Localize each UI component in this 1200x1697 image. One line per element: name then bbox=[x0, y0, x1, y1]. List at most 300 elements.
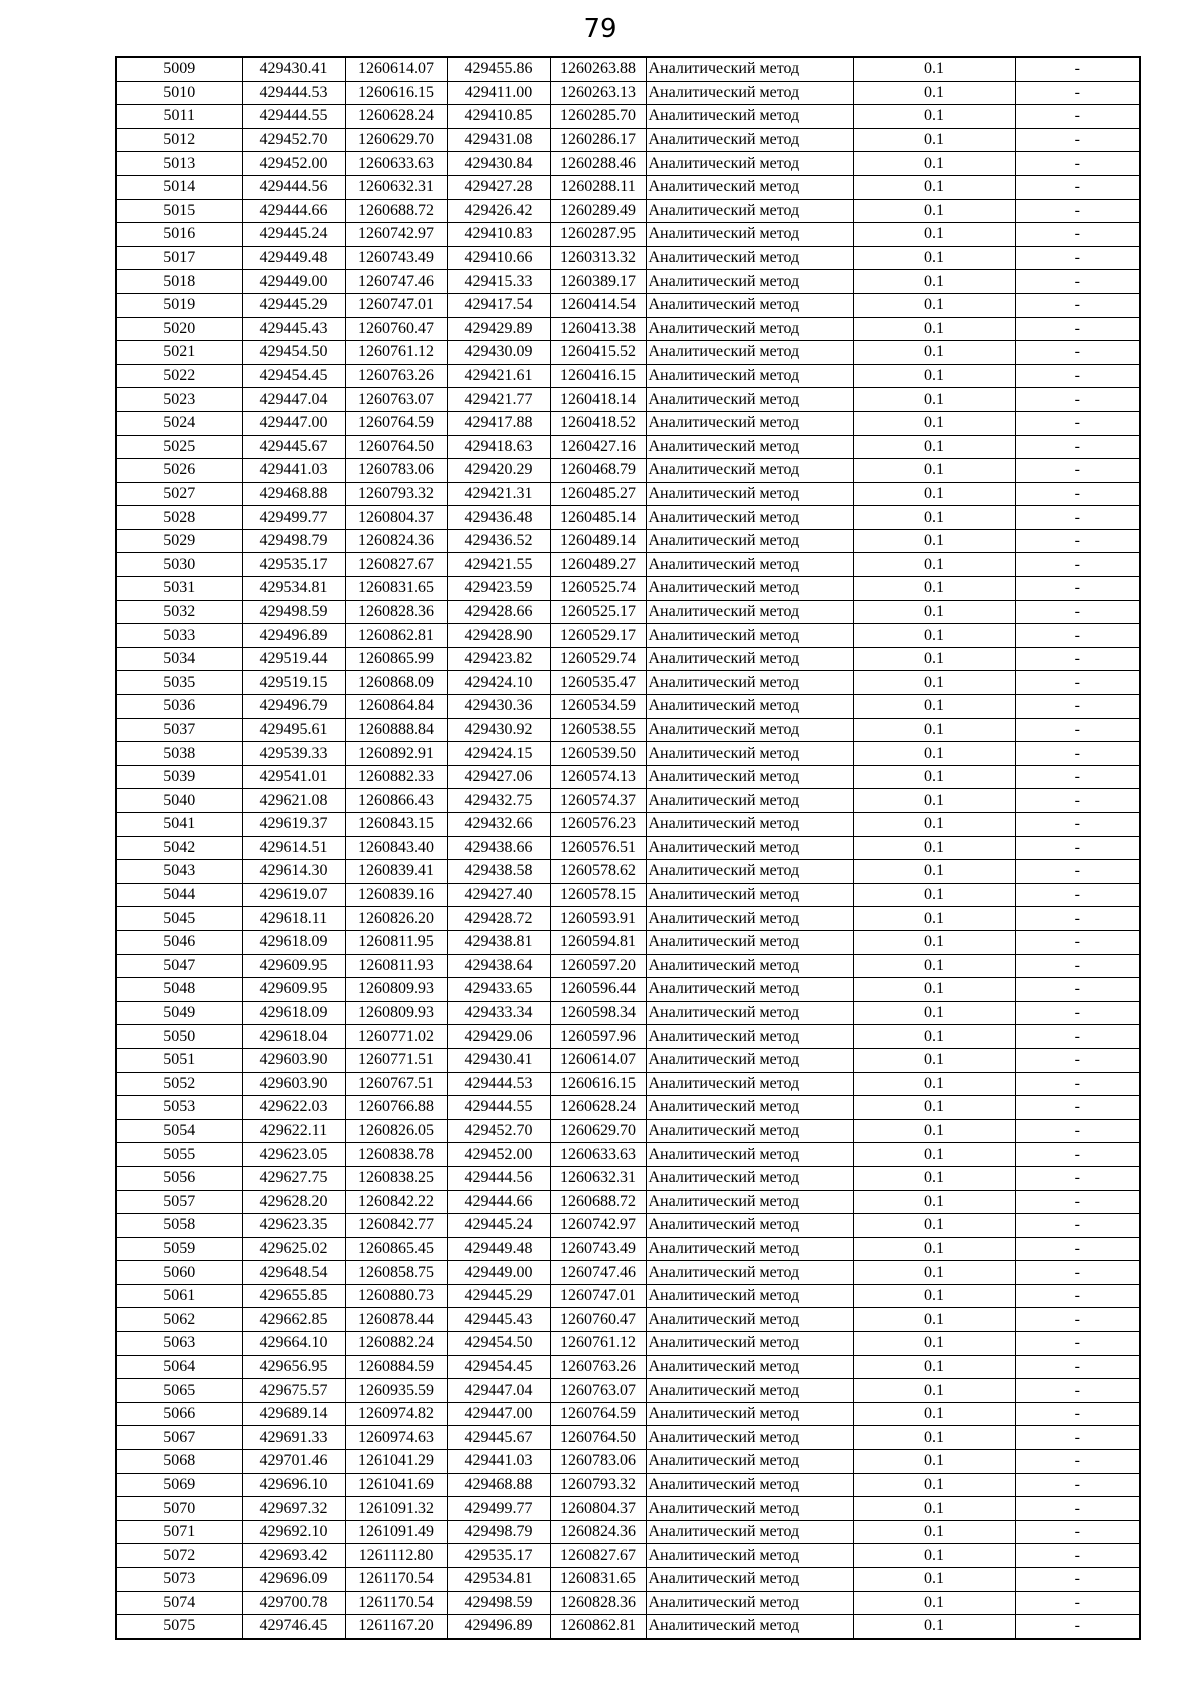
point-number-cell: 5070 bbox=[116, 1497, 242, 1521]
accuracy-cell: 0.1 bbox=[853, 459, 1015, 483]
y2-coordinate-cell: 1260763.26 bbox=[550, 1355, 646, 1379]
y1-coordinate-cell: 1260882.33 bbox=[345, 765, 447, 789]
accuracy-cell: 0.1 bbox=[853, 765, 1015, 789]
y2-coordinate-cell: 1260414.54 bbox=[550, 293, 646, 317]
note-cell: - bbox=[1015, 883, 1140, 907]
note-cell: - bbox=[1015, 813, 1140, 837]
point-number-cell: 5033 bbox=[116, 624, 242, 648]
table-row bbox=[116, 1544, 1140, 1568]
y1-coordinate-cell: 1260884.59 bbox=[345, 1355, 447, 1379]
x2-coordinate-cell: 429438.64 bbox=[447, 954, 550, 978]
x1-coordinate-cell: 429655.85 bbox=[242, 1284, 345, 1308]
x2-coordinate-cell: 429417.88 bbox=[447, 411, 550, 435]
x2-coordinate-cell: 429428.72 bbox=[447, 907, 550, 931]
method-cell: Аналитический метод bbox=[646, 223, 853, 247]
accuracy-cell: 0.1 bbox=[853, 1143, 1015, 1167]
point-number-cell: 5068 bbox=[116, 1450, 242, 1474]
note-cell: - bbox=[1015, 978, 1140, 1002]
table-row bbox=[116, 81, 1140, 105]
point-number-cell: 5022 bbox=[116, 364, 242, 388]
table-row bbox=[116, 57, 1140, 81]
method-cell: Аналитический метод bbox=[646, 482, 853, 506]
x2-coordinate-cell: 429454.50 bbox=[447, 1332, 550, 1356]
x2-coordinate-cell: 429447.04 bbox=[447, 1379, 550, 1403]
accuracy-cell: 0.1 bbox=[853, 718, 1015, 742]
y1-coordinate-cell: 1260747.46 bbox=[345, 270, 447, 294]
point-number-cell: 5010 bbox=[116, 81, 242, 105]
note-cell: - bbox=[1015, 624, 1140, 648]
y2-coordinate-cell: 1260764.59 bbox=[550, 1402, 646, 1426]
x1-coordinate-cell: 429519.44 bbox=[242, 647, 345, 671]
point-number-cell: 5011 bbox=[116, 105, 242, 129]
y2-coordinate-cell: 1260413.38 bbox=[550, 317, 646, 341]
y1-coordinate-cell: 1260771.51 bbox=[345, 1048, 447, 1072]
note-cell: - bbox=[1015, 907, 1140, 931]
method-cell: Аналитический метод bbox=[646, 1544, 853, 1568]
y1-coordinate-cell: 1260783.06 bbox=[345, 459, 447, 483]
y1-coordinate-cell: 1260763.07 bbox=[345, 388, 447, 412]
method-cell: Аналитический метод bbox=[646, 1096, 853, 1120]
accuracy-cell: 0.1 bbox=[853, 1473, 1015, 1497]
accuracy-cell: 0.1 bbox=[853, 1450, 1015, 1474]
note-cell: - bbox=[1015, 1096, 1140, 1120]
y1-coordinate-cell: 1260974.63 bbox=[345, 1426, 447, 1450]
method-cell: Аналитический метод bbox=[646, 341, 853, 365]
method-cell: Аналитический метод bbox=[646, 128, 853, 152]
x1-coordinate-cell: 429444.55 bbox=[242, 105, 345, 129]
table-row bbox=[116, 1473, 1140, 1497]
y2-coordinate-cell: 1260529.17 bbox=[550, 624, 646, 648]
accuracy-cell: 0.1 bbox=[853, 175, 1015, 199]
y2-coordinate-cell: 1260828.36 bbox=[550, 1591, 646, 1615]
accuracy-cell: 0.1 bbox=[853, 293, 1015, 317]
x1-coordinate-cell: 429445.43 bbox=[242, 317, 345, 341]
accuracy-cell: 0.1 bbox=[853, 246, 1015, 270]
note-cell: - bbox=[1015, 175, 1140, 199]
x2-coordinate-cell: 429452.70 bbox=[447, 1119, 550, 1143]
x2-coordinate-cell: 429421.55 bbox=[447, 553, 550, 577]
method-cell: Аналитический метод bbox=[646, 105, 853, 129]
accuracy-cell: 0.1 bbox=[853, 1308, 1015, 1332]
x1-coordinate-cell: 429445.24 bbox=[242, 223, 345, 247]
table-row bbox=[116, 293, 1140, 317]
y2-coordinate-cell: 1260628.24 bbox=[550, 1096, 646, 1120]
x1-coordinate-cell: 429618.04 bbox=[242, 1025, 345, 1049]
accuracy-cell: 0.1 bbox=[853, 341, 1015, 365]
y1-coordinate-cell: 1260811.95 bbox=[345, 930, 447, 954]
table-row bbox=[116, 553, 1140, 577]
x2-coordinate-cell: 429438.58 bbox=[447, 860, 550, 884]
x2-coordinate-cell: 429415.33 bbox=[447, 270, 550, 294]
y1-coordinate-cell: 1260826.20 bbox=[345, 907, 447, 931]
method-cell: Аналитический метод bbox=[646, 978, 853, 1002]
note-cell: - bbox=[1015, 836, 1140, 860]
x2-coordinate-cell: 429444.56 bbox=[447, 1166, 550, 1190]
x2-coordinate-cell: 429410.66 bbox=[447, 246, 550, 270]
x1-coordinate-cell: 429452.70 bbox=[242, 128, 345, 152]
x1-coordinate-cell: 429696.10 bbox=[242, 1473, 345, 1497]
method-cell: Аналитический метод bbox=[646, 1284, 853, 1308]
y1-coordinate-cell: 1261112.80 bbox=[345, 1544, 447, 1568]
x2-coordinate-cell: 429444.66 bbox=[447, 1190, 550, 1214]
y1-coordinate-cell: 1260747.01 bbox=[345, 293, 447, 317]
y1-coordinate-cell: 1260868.09 bbox=[345, 671, 447, 695]
accuracy-cell: 0.1 bbox=[853, 223, 1015, 247]
point-number-cell: 5029 bbox=[116, 529, 242, 553]
note-cell: - bbox=[1015, 81, 1140, 105]
x2-coordinate-cell: 429436.52 bbox=[447, 529, 550, 553]
table-row bbox=[116, 411, 1140, 435]
method-cell: Аналитический метод bbox=[646, 671, 853, 695]
point-number-cell: 5036 bbox=[116, 695, 242, 719]
point-number-cell: 5053 bbox=[116, 1096, 242, 1120]
point-number-cell: 5017 bbox=[116, 246, 242, 270]
coordinates-table bbox=[115, 56, 1141, 1640]
x2-coordinate-cell: 429421.61 bbox=[447, 364, 550, 388]
x2-coordinate-cell: 429431.08 bbox=[447, 128, 550, 152]
note-cell: - bbox=[1015, 600, 1140, 624]
x1-coordinate-cell: 429656.95 bbox=[242, 1355, 345, 1379]
method-cell: Аналитический метод bbox=[646, 317, 853, 341]
table-row bbox=[116, 1284, 1140, 1308]
table-row bbox=[116, 459, 1140, 483]
table-row bbox=[116, 1072, 1140, 1096]
method-cell: Аналитический метод bbox=[646, 1308, 853, 1332]
table-row bbox=[116, 152, 1140, 176]
x2-coordinate-cell: 429496.89 bbox=[447, 1615, 550, 1639]
y2-coordinate-cell: 1260688.72 bbox=[550, 1190, 646, 1214]
method-cell: Аналитический метод bbox=[646, 199, 853, 223]
y2-coordinate-cell: 1260286.17 bbox=[550, 128, 646, 152]
y2-coordinate-cell: 1260597.20 bbox=[550, 954, 646, 978]
point-number-cell: 5026 bbox=[116, 459, 242, 483]
accuracy-cell: 0.1 bbox=[853, 1520, 1015, 1544]
table-row bbox=[116, 128, 1140, 152]
note-cell: - bbox=[1015, 388, 1140, 412]
x2-coordinate-cell: 429410.85 bbox=[447, 105, 550, 129]
point-number-cell: 5054 bbox=[116, 1119, 242, 1143]
y2-coordinate-cell: 1260415.52 bbox=[550, 341, 646, 365]
y2-coordinate-cell: 1260288.11 bbox=[550, 175, 646, 199]
table-row bbox=[116, 1402, 1140, 1426]
y1-coordinate-cell: 1261091.49 bbox=[345, 1520, 447, 1544]
table-row bbox=[116, 1119, 1140, 1143]
accuracy-cell: 0.1 bbox=[853, 1284, 1015, 1308]
y2-coordinate-cell: 1260485.27 bbox=[550, 482, 646, 506]
y1-coordinate-cell: 1260760.47 bbox=[345, 317, 447, 341]
x2-coordinate-cell: 429432.66 bbox=[447, 813, 550, 837]
accuracy-cell: 0.1 bbox=[853, 1332, 1015, 1356]
note-cell: - bbox=[1015, 671, 1140, 695]
point-number-cell: 5045 bbox=[116, 907, 242, 931]
method-cell: Аналитический метод bbox=[646, 529, 853, 553]
y2-coordinate-cell: 1260763.07 bbox=[550, 1379, 646, 1403]
x1-coordinate-cell: 429444.66 bbox=[242, 199, 345, 223]
x2-coordinate-cell: 429447.00 bbox=[447, 1402, 550, 1426]
point-number-cell: 5037 bbox=[116, 718, 242, 742]
x1-coordinate-cell: 429535.17 bbox=[242, 553, 345, 577]
x1-coordinate-cell: 429619.07 bbox=[242, 883, 345, 907]
accuracy-cell: 0.1 bbox=[853, 1190, 1015, 1214]
x2-coordinate-cell: 429421.77 bbox=[447, 388, 550, 412]
point-number-cell: 5018 bbox=[116, 270, 242, 294]
y1-coordinate-cell: 1260842.22 bbox=[345, 1190, 447, 1214]
x2-coordinate-cell: 429498.59 bbox=[447, 1591, 550, 1615]
x2-coordinate-cell: 429535.17 bbox=[447, 1544, 550, 1568]
accuracy-cell: 0.1 bbox=[853, 1355, 1015, 1379]
point-number-cell: 5020 bbox=[116, 317, 242, 341]
y2-coordinate-cell: 1260576.23 bbox=[550, 813, 646, 837]
note-cell: - bbox=[1015, 1450, 1140, 1474]
table-row bbox=[116, 1520, 1140, 1544]
y2-coordinate-cell: 1260783.06 bbox=[550, 1450, 646, 1474]
y1-coordinate-cell: 1260865.45 bbox=[345, 1237, 447, 1261]
x1-coordinate-cell: 429614.30 bbox=[242, 860, 345, 884]
y2-coordinate-cell: 1260525.74 bbox=[550, 577, 646, 601]
x2-coordinate-cell: 429418.63 bbox=[447, 435, 550, 459]
point-number-cell: 5074 bbox=[116, 1591, 242, 1615]
y2-coordinate-cell: 1260578.62 bbox=[550, 860, 646, 884]
table-row bbox=[116, 1025, 1140, 1049]
point-number-cell: 5069 bbox=[116, 1473, 242, 1497]
y2-coordinate-cell: 1260831.65 bbox=[550, 1568, 646, 1592]
accuracy-cell: 0.1 bbox=[853, 1544, 1015, 1568]
x2-coordinate-cell: 429426.42 bbox=[447, 199, 550, 223]
x1-coordinate-cell: 429496.89 bbox=[242, 624, 345, 648]
point-number-cell: 5061 bbox=[116, 1284, 242, 1308]
note-cell: - bbox=[1015, 647, 1140, 671]
point-number-cell: 5071 bbox=[116, 1520, 242, 1544]
accuracy-cell: 0.1 bbox=[853, 529, 1015, 553]
note-cell: - bbox=[1015, 199, 1140, 223]
point-number-cell: 5059 bbox=[116, 1237, 242, 1261]
y1-coordinate-cell: 1260688.72 bbox=[345, 199, 447, 223]
accuracy-cell: 0.1 bbox=[853, 742, 1015, 766]
x1-coordinate-cell: 429693.42 bbox=[242, 1544, 345, 1568]
accuracy-cell: 0.1 bbox=[853, 435, 1015, 459]
x2-coordinate-cell: 429432.75 bbox=[447, 789, 550, 813]
point-number-cell: 5073 bbox=[116, 1568, 242, 1592]
note-cell: - bbox=[1015, 482, 1140, 506]
y1-coordinate-cell: 1260866.43 bbox=[345, 789, 447, 813]
x1-coordinate-cell: 429622.03 bbox=[242, 1096, 345, 1120]
x1-coordinate-cell: 429618.11 bbox=[242, 907, 345, 931]
y2-coordinate-cell: 1260632.31 bbox=[550, 1166, 646, 1190]
point-number-cell: 5016 bbox=[116, 223, 242, 247]
method-cell: Аналитический метод bbox=[646, 1568, 853, 1592]
y2-coordinate-cell: 1260747.01 bbox=[550, 1284, 646, 1308]
accuracy-cell: 0.1 bbox=[853, 57, 1015, 81]
y1-coordinate-cell: 1260628.24 bbox=[345, 105, 447, 129]
y2-coordinate-cell: 1260538.55 bbox=[550, 718, 646, 742]
y1-coordinate-cell: 1260843.40 bbox=[345, 836, 447, 860]
x2-coordinate-cell: 429454.45 bbox=[447, 1355, 550, 1379]
x1-coordinate-cell: 429692.10 bbox=[242, 1520, 345, 1544]
table-row bbox=[116, 482, 1140, 506]
accuracy-cell: 0.1 bbox=[853, 1025, 1015, 1049]
x1-coordinate-cell: 429519.15 bbox=[242, 671, 345, 695]
note-cell: - bbox=[1015, 364, 1140, 388]
x2-coordinate-cell: 429444.55 bbox=[447, 1096, 550, 1120]
note-cell: - bbox=[1015, 1520, 1140, 1544]
note-cell: - bbox=[1015, 1119, 1140, 1143]
method-cell: Аналитический метод bbox=[646, 57, 853, 81]
y1-coordinate-cell: 1260892.91 bbox=[345, 742, 447, 766]
y2-coordinate-cell: 1260629.70 bbox=[550, 1119, 646, 1143]
table-row bbox=[116, 317, 1140, 341]
y1-coordinate-cell: 1261091.32 bbox=[345, 1497, 447, 1521]
table-row bbox=[116, 1190, 1140, 1214]
table-row bbox=[116, 1308, 1140, 1332]
y2-coordinate-cell: 1260263.13 bbox=[550, 81, 646, 105]
table-row bbox=[116, 978, 1140, 1002]
point-number-cell: 5042 bbox=[116, 836, 242, 860]
x2-coordinate-cell: 429427.06 bbox=[447, 765, 550, 789]
table-row bbox=[116, 1237, 1140, 1261]
note-cell: - bbox=[1015, 57, 1140, 81]
method-cell: Аналитический метод bbox=[646, 1119, 853, 1143]
accuracy-cell: 0.1 bbox=[853, 577, 1015, 601]
x1-coordinate-cell: 429700.78 bbox=[242, 1591, 345, 1615]
note-cell: - bbox=[1015, 1214, 1140, 1238]
accuracy-cell: 0.1 bbox=[853, 506, 1015, 530]
y1-coordinate-cell: 1260771.02 bbox=[345, 1025, 447, 1049]
method-cell: Аналитический метод bbox=[646, 1520, 853, 1544]
x2-coordinate-cell: 429455.86 bbox=[447, 57, 550, 81]
y1-coordinate-cell: 1260616.15 bbox=[345, 81, 447, 105]
y1-coordinate-cell: 1261167.20 bbox=[345, 1615, 447, 1639]
table-row bbox=[116, 199, 1140, 223]
y2-coordinate-cell: 1260288.46 bbox=[550, 152, 646, 176]
y1-coordinate-cell: 1260629.70 bbox=[345, 128, 447, 152]
y2-coordinate-cell: 1260285.70 bbox=[550, 105, 646, 129]
method-cell: Аналитический метод bbox=[646, 175, 853, 199]
table-row bbox=[116, 600, 1140, 624]
method-cell: Аналитический метод bbox=[646, 1190, 853, 1214]
x1-coordinate-cell: 429444.53 bbox=[242, 81, 345, 105]
y1-coordinate-cell: 1261170.54 bbox=[345, 1568, 447, 1592]
point-number-cell: 5046 bbox=[116, 930, 242, 954]
table-row bbox=[116, 1497, 1140, 1521]
y2-coordinate-cell: 1260529.74 bbox=[550, 647, 646, 671]
y2-coordinate-cell: 1260616.15 bbox=[550, 1072, 646, 1096]
y2-coordinate-cell: 1260489.27 bbox=[550, 553, 646, 577]
x2-coordinate-cell: 429441.03 bbox=[447, 1450, 550, 1474]
method-cell: Аналитический метод bbox=[646, 1473, 853, 1497]
table-row bbox=[116, 341, 1140, 365]
method-cell: Аналитический метод bbox=[646, 883, 853, 907]
table-row bbox=[116, 1048, 1140, 1072]
x1-coordinate-cell: 429621.08 bbox=[242, 789, 345, 813]
method-cell: Аналитический метод bbox=[646, 1615, 853, 1639]
y2-coordinate-cell: 1260764.50 bbox=[550, 1426, 646, 1450]
point-number-cell: 5039 bbox=[116, 765, 242, 789]
x1-coordinate-cell: 429691.33 bbox=[242, 1426, 345, 1450]
x2-coordinate-cell: 429428.66 bbox=[447, 600, 550, 624]
y2-coordinate-cell: 1260760.47 bbox=[550, 1308, 646, 1332]
point-number-cell: 5014 bbox=[116, 175, 242, 199]
y1-coordinate-cell: 1260824.36 bbox=[345, 529, 447, 553]
note-cell: - bbox=[1015, 128, 1140, 152]
point-number-cell: 5044 bbox=[116, 883, 242, 907]
x2-coordinate-cell: 429430.09 bbox=[447, 341, 550, 365]
x1-coordinate-cell: 429689.14 bbox=[242, 1402, 345, 1426]
method-cell: Аналитический метод bbox=[646, 647, 853, 671]
accuracy-cell: 0.1 bbox=[853, 81, 1015, 105]
table-row bbox=[116, 435, 1140, 459]
x1-coordinate-cell: 429701.46 bbox=[242, 1450, 345, 1474]
point-number-cell: 5028 bbox=[116, 506, 242, 530]
y2-coordinate-cell: 1260804.37 bbox=[550, 1497, 646, 1521]
point-number-cell: 5023 bbox=[116, 388, 242, 412]
y1-coordinate-cell: 1260878.44 bbox=[345, 1308, 447, 1332]
table-row bbox=[116, 765, 1140, 789]
y2-coordinate-cell: 1260574.13 bbox=[550, 765, 646, 789]
x1-coordinate-cell: 429662.85 bbox=[242, 1308, 345, 1332]
table-row bbox=[116, 624, 1140, 648]
point-number-cell: 5066 bbox=[116, 1402, 242, 1426]
point-number-cell: 5041 bbox=[116, 813, 242, 837]
y2-coordinate-cell: 1260416.15 bbox=[550, 364, 646, 388]
x2-coordinate-cell: 429445.43 bbox=[447, 1308, 550, 1332]
x2-coordinate-cell: 429411.00 bbox=[447, 81, 550, 105]
y1-coordinate-cell: 1260935.59 bbox=[345, 1379, 447, 1403]
note-cell: - bbox=[1015, 1473, 1140, 1497]
x1-coordinate-cell: 429623.35 bbox=[242, 1214, 345, 1238]
accuracy-cell: 0.1 bbox=[853, 1048, 1015, 1072]
point-number-cell: 5032 bbox=[116, 600, 242, 624]
note-cell: - bbox=[1015, 1544, 1140, 1568]
y1-coordinate-cell: 1260842.77 bbox=[345, 1214, 447, 1238]
accuracy-cell: 0.1 bbox=[853, 1497, 1015, 1521]
table-row bbox=[116, 1096, 1140, 1120]
y2-coordinate-cell: 1260743.49 bbox=[550, 1237, 646, 1261]
y2-coordinate-cell: 1260535.47 bbox=[550, 671, 646, 695]
accuracy-cell: 0.1 bbox=[853, 907, 1015, 931]
note-cell: - bbox=[1015, 1048, 1140, 1072]
note-cell: - bbox=[1015, 1237, 1140, 1261]
x2-coordinate-cell: 429534.81 bbox=[447, 1568, 550, 1592]
x2-coordinate-cell: 429438.66 bbox=[447, 836, 550, 860]
method-cell: Аналитический метод bbox=[646, 1072, 853, 1096]
method-cell: Аналитический метод bbox=[646, 1143, 853, 1167]
point-number-cell: 5075 bbox=[116, 1615, 242, 1639]
y2-coordinate-cell: 1260633.63 bbox=[550, 1143, 646, 1167]
note-cell: - bbox=[1015, 1402, 1140, 1426]
y2-coordinate-cell: 1260742.97 bbox=[550, 1214, 646, 1238]
method-cell: Аналитический метод bbox=[646, 742, 853, 766]
point-number-cell: 5047 bbox=[116, 954, 242, 978]
point-number-cell: 5012 bbox=[116, 128, 242, 152]
x1-coordinate-cell: 429625.02 bbox=[242, 1237, 345, 1261]
y2-coordinate-cell: 1260418.14 bbox=[550, 388, 646, 412]
method-cell: Аналитический метод bbox=[646, 81, 853, 105]
accuracy-cell: 0.1 bbox=[853, 364, 1015, 388]
point-number-cell: 5065 bbox=[116, 1379, 242, 1403]
method-cell: Аналитический метод bbox=[646, 364, 853, 388]
x1-coordinate-cell: 429444.56 bbox=[242, 175, 345, 199]
note-cell: - bbox=[1015, 529, 1140, 553]
y2-coordinate-cell: 1260485.14 bbox=[550, 506, 646, 530]
y1-coordinate-cell: 1261170.54 bbox=[345, 1591, 447, 1615]
method-cell: Аналитический метод bbox=[646, 1001, 853, 1025]
table-row bbox=[116, 1214, 1140, 1238]
x1-coordinate-cell: 429430.41 bbox=[242, 57, 345, 81]
y2-coordinate-cell: 1260862.81 bbox=[550, 1615, 646, 1639]
note-cell: - bbox=[1015, 293, 1140, 317]
table-row bbox=[116, 930, 1140, 954]
table-row bbox=[116, 1426, 1140, 1450]
